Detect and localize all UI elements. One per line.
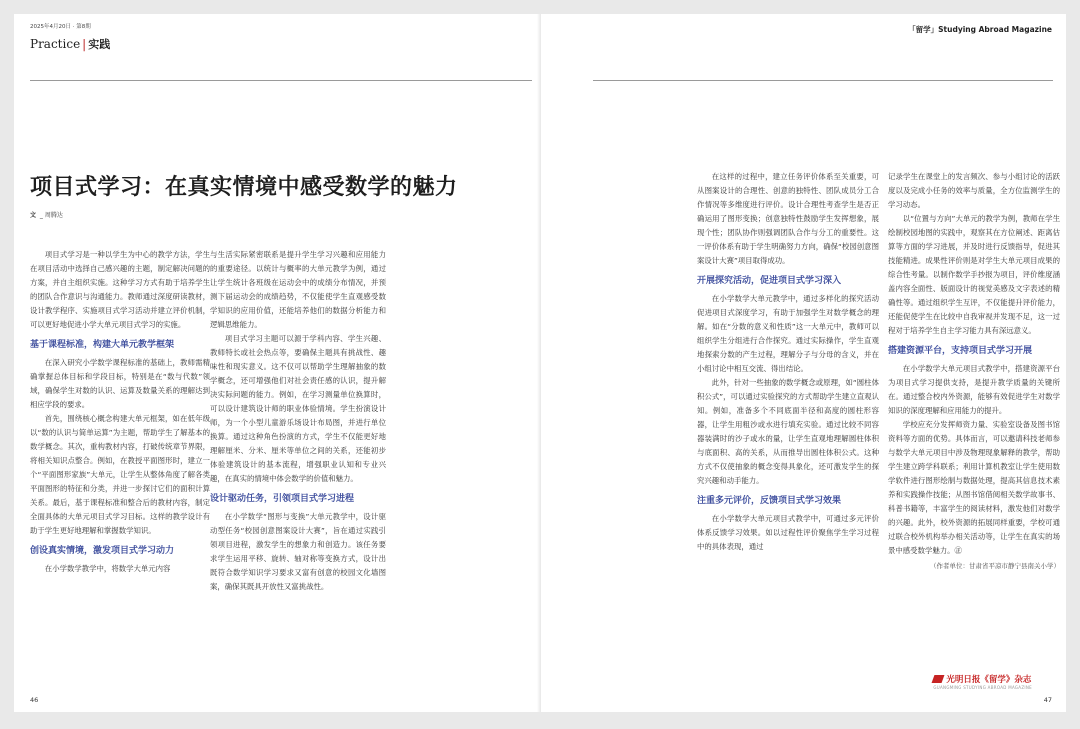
paragraph: 项目式学习是一种以学生为中心的教学方法，学生在项目活动中选择自己感兴趣的主题，制定解决问题的方案，并自主组织实施。这种学习方式有助于培养学生的团队合作意识与沟通能力。教师通过深度研读教材，设计教学程序、实施项目式学习活动并建立评价机制，可以更好地促进小学大单元项目式学习的实施。 [30,250,210,329]
section-en: Practice [30,37,81,51]
paragraph: 在小学数学教学中，将数学大单元内容 [44,564,171,573]
paragraph: 在小学数学大单元教学中，通过多样化的探究活动促进项目式深度学习，有助于加强学生对数学概念的理解。如在“分数的意义和性质”这一大单元中，教师可以组织学生分组进行合作探究。通过实际操作，学生直观地探索分数的产生过程，理解分子与分母的含义，并在小组讨论中相互交流、得出结论。 [697,294,879,373]
subheading: 基于课程标准，构建大单元教学框架 [30,340,175,350]
paragraph: 学校应充分发挥师资力量、实验室设备及图书馆资料等方面的优势。具体而言，可以邀请科技老师参与数学大单元项目中涉及物理现象解释的教学，帮助学生建立跨学科联系；利用计算机教室让学生使用数学软件进行图形绘制与数据处理，提高其信息技术素养和实践操作技能；从图书馆借阅相关数学故事书、科普书籍等，丰富学生的阅读材料，激发他们对数学的兴趣。此外，校外资源的拓展同样重要，学校可通过联合校外机构举办相关活动等，让学生在真实的场景中感受数学魅力。㊣ [888,420,1060,555]
header-rule [593,80,1053,81]
paragraph: 首先，围绕核心概念构建大单元框架，如在低年级以“数的认识与简单运算”为主题，帮助学生了解基本的数学概念。其次，重构教材内容，打破传统章节界限，将相关知识点整合。例如，在教授平面图形时，建立一个“平面图形家族”大单元，让学生从整体角度了解各类平面图形的特征和分类，并进一步探讨它们的面积计算关系。最后，基于课程标准和整合后的教材内容，制定全面具体的大单元项目式学习目标。这样的教学设计有助于学生更好地理解和掌握数学知识。 [30,414,210,535]
magazine-logo [933,673,1032,690]
paragraph: 在这样的过程中，建立任务评价体系至关重要，可从图案设计的合理性、创意的独特性、团队成员分工合作情况等多维度进行评价。设计合理性考查学生是否正确运用了图形变换；创意独特性鼓励学生发挥想象，展现个性；团队协作则强调团队合作与分工的重要性。这一评价体系有助于学生明确努力方向，确保“校园创意图案设计大赛”项目取得成功。 [697,172,879,265]
page-number-left: 46 [30,696,39,704]
paragraph: 在小学数学大单元项目式教学中，搭建资源平台为项目式学习提供支持，是提升教学质量的关键所在。通过整合校内外资源，能够有效促进学生对数学知识的深度理解和应用能力的提升。 [888,364,1060,415]
subheading: 创设真实情境，激发项目式学习动力 [30,546,175,556]
logo-text: 光明日报《留学》杂志 [946,675,1032,685]
subheading: 设计驱动任务，引领项目式学习进程 [210,494,355,504]
logo-subtext: GUANGMING STUDYING ABROAD MAGAZINE [933,685,1032,690]
text-column-4 [888,170,1060,682]
section-label [30,36,110,52]
byline: 文 _ 周腾达 [30,212,63,219]
paragraph: 在小学数学大单元项目式教学中，可通过多元评价体系反馈学习效果。如以过程性评价聚焦学生学习过程中的具体表现，通过 [697,514,879,551]
author-label: 文 [30,212,37,219]
magazine-name: 「留学」Studying Abroad Magazine [908,25,1052,34]
magazine-spread [14,14,1066,712]
header-rule [30,80,532,81]
subheading: 开展探究活动，促进项目式学习深入 [697,276,842,286]
page-number-right: 47 [1043,696,1052,704]
subheading: 搭建资源平台，支持项目式学习开展 [888,346,1033,356]
author-affiliation: （作者单位：甘肃省平凉市静宁县南关小学） [930,562,1060,570]
author-name: 周腾达 [44,212,63,219]
subheading: 注重多元评价，反馈项目式学习效果 [697,496,842,506]
paragraph: 记录学生在课堂上的发言频次、参与小组讨论的活跃度以及完成小任务的效率与质量，全方位监测学生的学习动态。 [888,172,1060,209]
paragraph: 与生活实际紧密联系是提升学生学习兴趣和应用能力的重要途径。以统计与概率的大单元教学为例，通过让学生统计各班级在运动会中的成绩分布情况，并预测下届运动会的成绩趋势，不仅能使学生直观感受数学知识的应用价值，还能培养他们的数据分析能力和逻辑思维能力。 [210,250,386,329]
left-page [14,14,541,712]
section-cn: 实践 [88,38,111,51]
right-page [541,14,1066,712]
text-column-3 [697,170,879,700]
paragraph: 项目式学习主题可以源于学科内容、学生兴趣、教师特长或社会热点等，要确保主题具有挑战性、趣味性和现实意义。这不仅可以帮助学生理解抽象的数学概念，还可增强他们对社会责任感的认识，提升解决实际问题的能力。例如，在学习测量单位换算时，可以设计建筑设计师的职业体验情境。学生扮演设计师，为一个小型儿童游乐场设计布局图，并进行单位换算。通过这种角色扮演的方式，学生不仅能更好地理解厘米、分米、厘米等单位之间的关系，还能初步体验建筑设计的基本流程，增强职业认知和专业兴趣，在真实的情境中体会数学的价值和魅力。 [210,334,386,483]
text-column-1 [30,248,210,700]
section-separator: | [82,37,87,51]
paragraph: 以“位置与方向”大单元的教学为例，教师在学生绘制校园地图的实践中，观察其在方位阐述、距离估算等方面的学习进展，并及时进行反馈指导，促进其技能精进。成果性评价则是对学生大单元项目成果的综合性考量。以制作数学手抄报为项目，评价维度涵盖内容全面性、版面设计的视觉美感及文字表述的精确性等。通过组织学生互评，不仅能提升评价能力，还能促使学生在比较中自我审视并发现不足，这一过程对于培养学生自主学习能力具有深远意义。 [888,214,1060,335]
paragraph: 在深入研究小学数学课程标准的基础上，教师需精确掌握总体目标和学段目标，特别是在“数与代数”领域，确保学生对数的认识、运算及数量关系的理解达到相应学段的要求。 [30,358,210,409]
logo-mark-icon [932,675,945,683]
text-column-2 [210,248,386,700]
paragraph: 此外，针对一些抽象的数学概念或原理，如“圆柱体积公式”，可以通过实验探究的方式帮助学生建立直观认知。例如，准备多个不同底面半径和高度的圆柱形容器，让学生用粗沙或水进行填充实验。通过比较不同容器装满时的沙子或水的量，让学生直观地理解圆柱体积与底面积、高的关系，从而推导出圆柱体积公式。这种方式不仅使抽象的概念变得具象化，还可激发学生的探究兴趣和动手能力。 [697,378,879,485]
issue-date: 2025年4月20日 · 第8期 [30,24,91,30]
paragraph: 在小学数学“图形与变换”大单元教学中，设计驱动型任务“校园创意图案设计大赛”，旨在通过实践引领项目进程，激发学生的想象力和创造力。该任务要求学生运用平移、旋转、轴对称等变换方式，设计出既符合数学知识学习要求又富有创意的校园文化墙图案，确保其既具开放性又富挑战性。 [210,512,386,591]
article-title: 项目式学习：在真实情境中感受数学的魅力 [30,175,458,200]
